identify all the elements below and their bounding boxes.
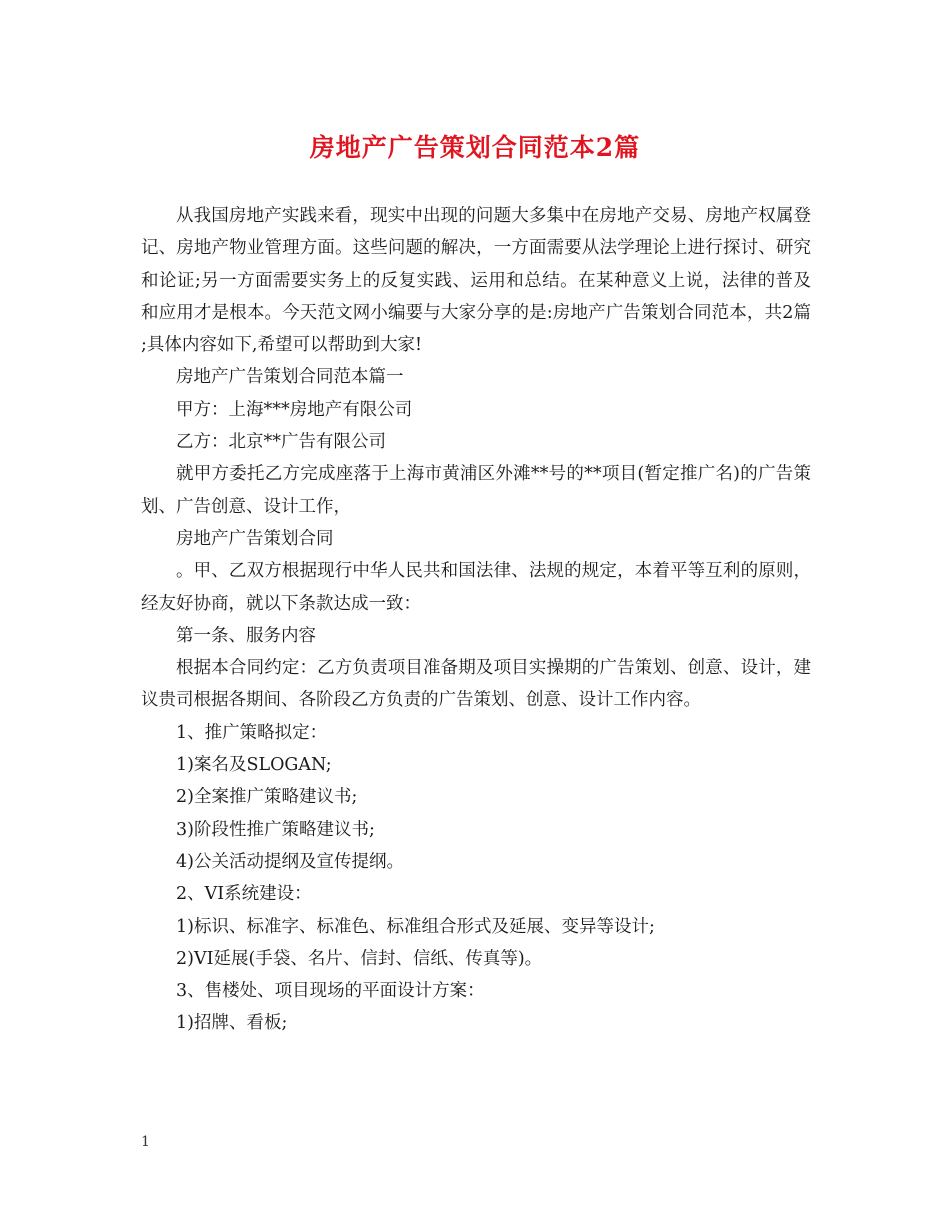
list-item: 2)全案推广策略建议书; xyxy=(176,787,358,808)
party-b-line: 乙方：北京**广告有限公司 xyxy=(176,432,386,453)
intro-paragraph: 从我国房地产实践来看，现实中出现的问题大多集中在房地产交易、房地产权属登记、房地产物业管理方面。这些问题的解决，一方面需要从法学理论上进行探讨、研究和论证;另一方面需要实务上的反复实践、运用和总结。在某种意义上说，法律的普及和应用才是根本。今天范文网小编要与大家分享的是:房地产广告策划合同范本，共2篇 ;具体内容如下,希望可以帮助到大家! xyxy=(141,206,811,356)
list-item: 2、VI系统建设： xyxy=(176,884,312,905)
list-item: 1)案名及SLOGAN; xyxy=(176,755,332,776)
agreement-paragraph: 。甲、乙双方根据现行中华人民共和国法律、法规的规定，本着平等互利的原则，经友好协商，就以下条款达成一致： xyxy=(141,561,811,614)
section-heading: 房地产广告策划合同范本篇一 xyxy=(176,367,404,388)
list-item: 2)VI延展(手袋、名片、信封、信纸、传真等)。 xyxy=(176,948,543,969)
contract-heading: 房地产广告策划合同 xyxy=(176,528,334,549)
list-item: 1)招牌、看板; xyxy=(176,1013,288,1034)
party-a-line: 甲方：上海***房地产有限公司 xyxy=(176,399,413,420)
list-item: 3)阶段性推广策略建议书; xyxy=(176,819,375,840)
document-body xyxy=(141,200,811,1040)
service-paragraph: 根据本合同约定：乙方负责项目准备期及项目实操期的广告策划、创意、设计，建议贵司根据各期间、各阶段乙方负责的广告策划、创意、设计工作内容。 xyxy=(141,658,811,711)
list-item: 4)公关活动提纲及宣传提纲。 xyxy=(176,851,404,872)
commission-paragraph: 就甲方委托乙方完成座落于上海市黄浦区外滩**号的**项目(暂定推广名)的广告策划、广告创意、设计工作， xyxy=(141,464,811,517)
list-item: 3、售楼处、项目现场的平面设计方案： xyxy=(176,981,485,1002)
document-title: 房地产广告策划合同范本2篇 xyxy=(309,133,641,162)
page-number: 1 xyxy=(141,1134,150,1150)
list-item: 1)标识、标准字、标准色、标准组合形式及延展、变异等设计; xyxy=(176,916,655,937)
list-item: 1、推广策略拟定： xyxy=(176,722,328,743)
article-one-heading: 第一条、服务内容 xyxy=(176,625,316,646)
